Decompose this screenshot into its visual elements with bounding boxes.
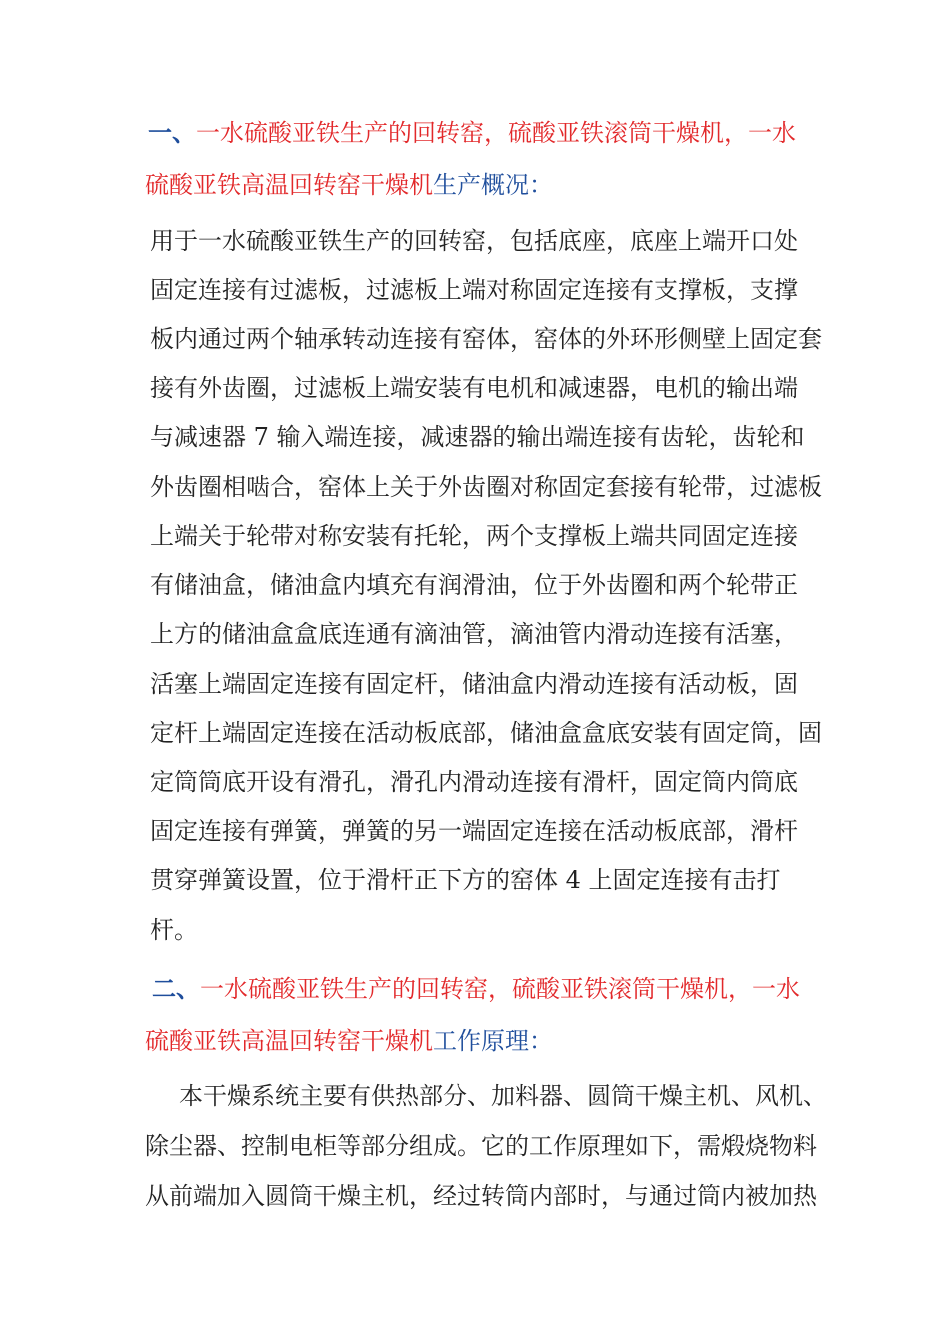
- section-1-number: 一、: [148, 119, 196, 147]
- section-1-body-line: 用于一水硫酸亚铁生产的回转窑，包括底座，底座上端开口处: [150, 227, 798, 255]
- section-1-heading-line-1: [148, 108, 796, 158]
- section-1-body-line: 板内通过两个轴承转动连接有窑体，窑体的外环形侧壁上固定套: [150, 325, 822, 353]
- section-2-body-line: 除尘器、控制电柜等部分组成。它的工作原理如下，需煅烧物料: [145, 1132, 817, 1160]
- section-2-number: 二、: [152, 975, 200, 1003]
- section-1-heading-red-1: 一水硫酸亚铁生产的回转窑，硫酸亚铁滚筒干燥机，一水: [196, 119, 796, 147]
- section-1-heading-line-2: [145, 160, 553, 210]
- section-1-body-line: 定筒筒底开设有滑孔，滑孔内滑动连接有滑杆，固定筒内筒底: [150, 768, 798, 796]
- section-1-body-line: 有储油盒，储油盒内填充有润滑油，位于外齿圈和两个轮带正: [150, 571, 798, 599]
- section-1-body-line: 上端关于轮带对称安装有托轮，两个支撑板上端共同固定连接: [150, 522, 798, 550]
- section-1-body-line: 固定连接有弹簧，弹簧的另一端固定连接在活动板底部，滑杆: [150, 817, 798, 845]
- section-1-body-line: 接有外齿圈，过滤板上端安装有电机和减速器，电机的输出端: [150, 374, 798, 402]
- section-2-body-line: 从前端加入圆筒干燥主机，经过转筒内部时，与通过筒内被加热: [145, 1182, 817, 1210]
- section-2-heading-red-1: 一水硫酸亚铁生产的回转窑，硫酸亚铁滚筒干燥机，一水: [200, 975, 800, 1003]
- section-1-body-line: 定杆上端固定连接在活动板底部，储油盒盒底安装有固定筒，固: [150, 719, 822, 747]
- section-2-heading-line-1: [152, 964, 800, 1014]
- section-1-heading-blue: 生产概况：: [433, 171, 553, 199]
- section-1-body-line: 杆。: [150, 916, 198, 944]
- section-2-heading-blue: 工作原理：: [433, 1027, 553, 1055]
- section-1-body-line: 贯穿弹簧设置，位于滑杆正下方的窑体 4 上固定连接有击打: [150, 866, 781, 894]
- section-2-heading-line-2: [145, 1016, 553, 1066]
- section-2-body-line: 本干燥系统主要有供热部分、加料器、圆筒干燥主机、风机、: [179, 1082, 827, 1110]
- section-1-body-line: 活塞上端固定连接有固定杆，储油盒内滑动连接有活动板，固: [150, 670, 798, 698]
- section-2-heading-red-2: 硫酸亚铁高温回转窑干燥机: [145, 1027, 433, 1055]
- section-1-body-line: 上方的储油盒盒底连通有滴油管，滴油管内滑动连接有活塞，: [150, 620, 798, 648]
- section-1-body-line: 固定连接有过滤板，过滤板上端对称固定连接有支撑板，支撑: [150, 276, 798, 304]
- section-1-heading-red-2: 硫酸亚铁高温回转窑干燥机: [145, 171, 433, 199]
- section-1-body-line: 与减速器 7 输入端连接，减速器的输出端连接有齿轮，齿轮和: [150, 423, 805, 451]
- section-1-body-line: 外齿圈相啮合，窑体上关于外齿圈对称固定套接有轮带，过滤板: [150, 473, 822, 501]
